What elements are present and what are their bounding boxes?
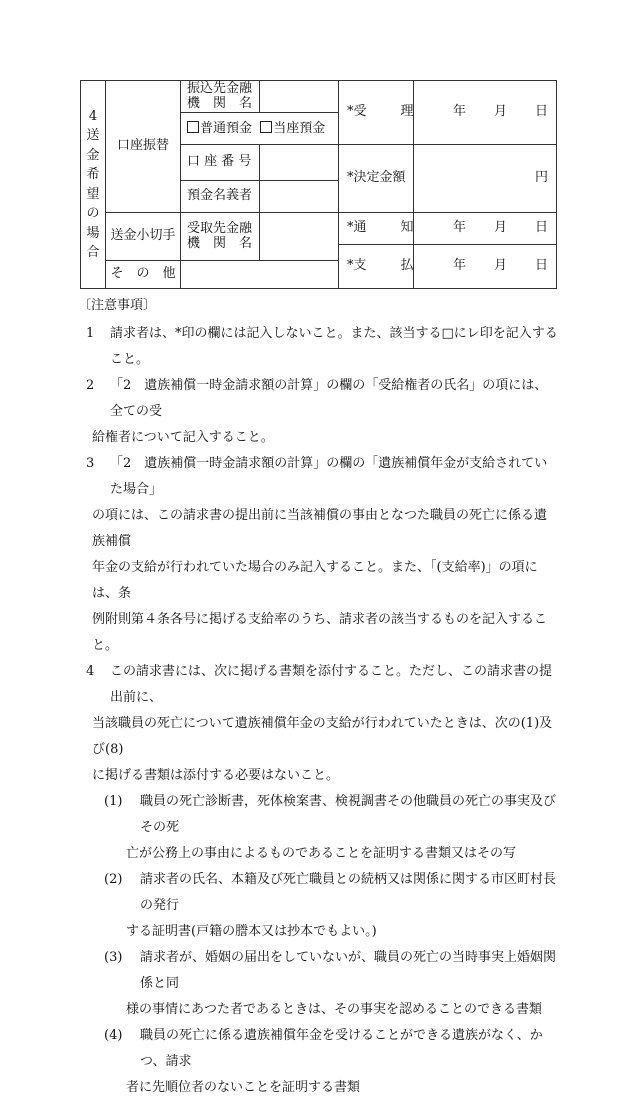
bank-name-label: 振込先金融 機 関 名 [181,81,260,113]
other-field[interactable] [181,261,339,289]
note-item-1: 1 請求者は、*印の欄には記入しないこと。また、該当する□にレ印を記入すること。 [86,326,558,367]
ordinary-deposit-checkbox[interactable] [187,121,199,133]
decision-amount-field[interactable]: 円 [414,145,557,213]
receiving-bank-label: 受取先金融 機 関 名 [181,213,260,261]
account-holder-label: 預金名義者 [181,181,260,213]
note-subitem-2: (2) 請求者の氏名、本籍及び死亡職員との続柄又は関係に関する市区町村長の発行 する証明書(戸籍の謄本又は抄本でもよい。) [104,872,557,939]
receipt-date-field[interactable]: 年 月 日 [414,81,557,145]
decision-amount-label: *決定金額 [339,145,414,213]
receipt-label: *受 理 [339,81,414,145]
remittance-check-label: 送金小切手 [106,213,181,261]
account-holder-field[interactable] [260,181,339,213]
account-number-label: 口 座 番 号 [181,145,260,181]
section-number: 4 [88,108,98,124]
section-4-label: 4 送 金 希 望 の 場 合 [81,81,106,289]
note-item-3: 3 「2 遺族補償一時金請求額の計算」の欄の「遺族補償年金が支給されていた場合」 の項には、この請求書の提出前に当該補償の事由となつた職員の死亡に係る遺族補償 年金の支給が行われていた場合のみ記入すること。また、「(支給率)」の項には、条 例附則第４条各号に掲げる支給率のうち、請求者の該当するものを記入すること。 [86,456,548,653]
bank-name-field[interactable] [260,81,339,113]
notice-date-field[interactable]: 年 月 日 [414,213,557,245]
deposit-type-options: 普通預金 当座預金 [181,113,339,145]
receiving-bank-field[interactable] [260,213,339,261]
payment-date-field[interactable]: 年 月 日 [414,245,557,289]
current-deposit-checkbox[interactable] [260,121,272,133]
other-label: そ の 他 [106,261,181,289]
payment-label: *支 払 [339,245,414,289]
note-item-2: 2 「2 遺族補償一時金請求額の計算」の欄の「受給権者の氏名」の項には、全ての受 給権者について記入すること。 [86,378,548,445]
note-subitem-1: (1) 職員の死亡診断書，死体検案書、検視調書その他職員の死亡の事実及びその死 亡が公務上の事由によるものであることを証明する書類又はその写 [104,794,557,861]
account-transfer-label: 口座振替 [106,81,181,213]
note-subitem-4: (4) 職員の死亡に係る遺族補償年金を受けることができる遺族がなく、かつ、請求 者に先順位者のないことを証明する書類 [104,1028,543,1095]
notes-header: 〔注意事項〕 [78,298,157,313]
notice-label: *通 知 [339,213,414,245]
note-subitem-3: (3) 請求者が、婚姻の届出をしていないが、職員の死亡の当時事実上婚姻関係と同 様の事情にあつた者であるときは、その事実を認めることのできる書類 [104,950,557,1017]
remittance-form-table [80,80,557,289]
account-number-field[interactable] [260,145,339,181]
note-item-4: 4 この請求書には、次に掲げる書類を添付すること。ただし、この請求書の提出前に、 当該職員の死亡について遺族補償年金の支給が行われていたときは、次の(1)及び(8) に掲げる書類は添付する必要はないこと。 [86,664,553,783]
notes-section [78,294,558,1101]
